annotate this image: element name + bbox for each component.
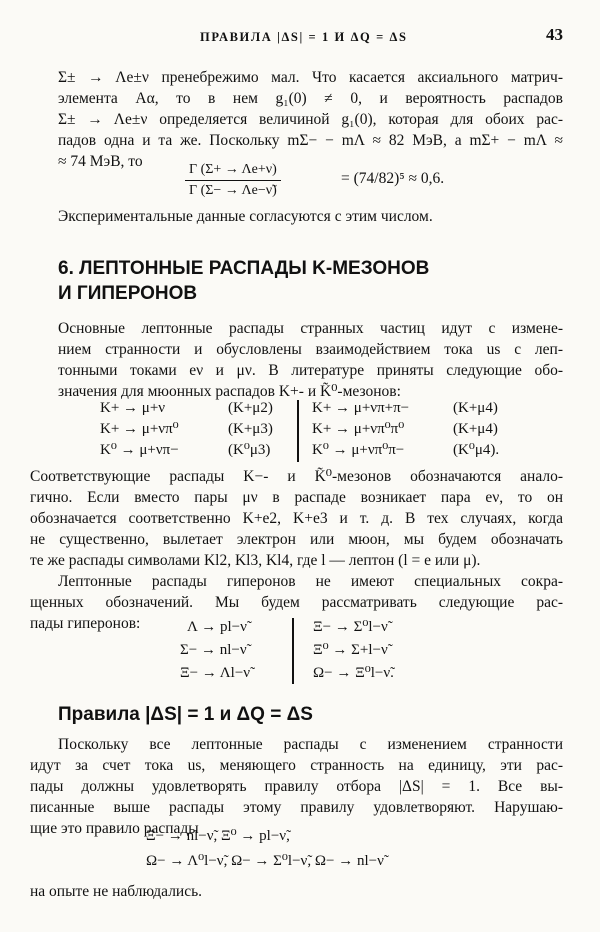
kaon-code: (K⁰μ4).	[453, 442, 500, 458]
paragraph-line: Соответствующие распады K−- и K̃⁰-мезонов обозначаются анало-	[30, 468, 563, 485]
kaon-code: (K+μ4)	[453, 400, 498, 416]
paragraph-line: щенных обозначений. Мы будем рассматривать следующие рас-	[30, 594, 563, 611]
formula-result: = (74/82)⁵ ≈ 0,6.	[341, 170, 445, 187]
paragraph-line: значения для мюонных распадов K+- и K̃⁰-мезонов:	[58, 383, 401, 400]
kaon-code: (K+μ4)	[453, 421, 498, 437]
page-number: 43	[546, 25, 563, 44]
paragraph-line: Основные лептонные распады странных частиц идут с измене-	[58, 320, 563, 337]
hyperon-decay: Ξ− → Λl−ν̃	[180, 665, 251, 681]
intro-line: Σ± → Λe±ν определяется величиной g₁(0), которая для обоих рас-	[58, 111, 563, 128]
paragraph-line: обозначается соответственно K+e2, K+e3 и т. д. В тех случаях, когда	[30, 510, 563, 527]
paragraph-line: нием странности и обусловлены взаимодействием тока us с леп-	[58, 341, 563, 358]
forbidden-decays: Ω− → Λ⁰l−ν̃, Ω− → Σ⁰l−ν̃, Ω− → nl−ν̃	[146, 853, 384, 869]
hyperon-decay: Ξ⁰ → Σ+l−ν̃	[313, 642, 388, 658]
paragraph-line: Поскольку все лептонные распады с изменением странности	[58, 736, 563, 753]
kaon-decay: K+ → μ+νπ⁰	[100, 421, 179, 437]
paragraph-line: те же распады символами Kl2, Kl3, Kl4, где l — лептон (l = e или μ).	[30, 552, 481, 569]
paragraph-line: писанные выше распады этому правилу удовлетворяют. Нарушаю-	[30, 799, 563, 816]
rules-heading: Правила |ΔS| = 1 и ΔQ = ΔS	[58, 704, 313, 725]
intro-line: ≈ 74 МэВ, то	[58, 153, 143, 170]
paragraph-line: идут за счет тока us, меняющего странность на единицу, эти рас-	[30, 757, 563, 774]
experiment-line: Экспериментальные данные согласуются с этим числом.	[58, 208, 433, 225]
paragraph-line: не существенно, вылетает электрон или мюон, мы будем обозначать	[30, 531, 563, 548]
kaon-decay: K+ → μ+νπ+π−	[312, 400, 410, 416]
kaon-code: (K+μ3)	[228, 421, 273, 437]
table-divider	[297, 400, 299, 462]
hyperon-decay: Σ− → nl−ν̃	[180, 642, 247, 658]
paragraph-line: щие это правило распады	[30, 820, 199, 837]
intro-line: элемента Aα, то в нем g₁(0) ≠ 0, и вероятность распадов	[58, 90, 563, 107]
paragraph-line: гично. Если вместо пары μν в распаде возникает пара eν, то он	[30, 489, 563, 506]
ratio-formula	[185, 162, 281, 199]
kaon-code: (K+μ2)	[228, 400, 273, 416]
formula-numerator: Γ (Σ+ → Λe+ν)	[185, 162, 281, 181]
intro-line: падов одна и та же. Поскольку mΣ− − mΛ ≈ 82 МэВ, а mΣ+ − mΛ ≈	[58, 132, 563, 149]
paragraph-line: пады должны удовлетворять правилу отбора |ΔS| = 1. Все вы-	[30, 778, 563, 795]
hyperon-decay: Λ → pl−ν̃	[187, 619, 247, 635]
kaon-decay: K+ → μ+ν	[100, 400, 166, 416]
table-divider	[292, 618, 294, 684]
paragraph-line: Лептонные распады гиперонов не имеют специальных сокра-	[58, 573, 563, 590]
section-heading-line1: 6. ЛЕПТОННЫЕ РАСПАДЫ K-МЕЗОНОВ	[58, 258, 430, 279]
closing-line: на опыте не наблюдались.	[30, 883, 203, 900]
kaon-decay: K⁰ → μ+νπ⁰π−	[312, 442, 405, 458]
hyperon-decay: Ω− → Ξ⁰l−ν̃.	[313, 665, 394, 681]
formula-denominator: Γ (Σ− → Λe−ν̃)	[189, 183, 277, 198]
kaon-decay: K+ → μ+νπ⁰π⁰	[312, 421, 405, 437]
forbidden-decays: Ξ− → nl−ν̃, Ξ⁰ → pl−ν̃,	[146, 828, 290, 844]
paragraph-line: тонными токами eν и μν. В литературе приняты следующие обо-	[58, 362, 563, 379]
intro-line: Σ± → Λe±ν пренебрежимо мал. Что касается аксиального матрич-	[58, 69, 563, 86]
running-header: ПРАВИЛА |ΔS| = 1 И ΔQ = ΔS	[200, 30, 408, 44]
kaon-code: (K⁰μ3)	[228, 442, 271, 458]
kaon-decay: K⁰ → μ+νπ−	[100, 442, 179, 458]
section-heading-line2: И ГИПЕРОНОВ	[58, 283, 198, 304]
paragraph-line: пады гиперонов:	[30, 615, 141, 632]
hyperon-decay: Ξ− → Σ⁰l−ν̃	[313, 619, 388, 635]
